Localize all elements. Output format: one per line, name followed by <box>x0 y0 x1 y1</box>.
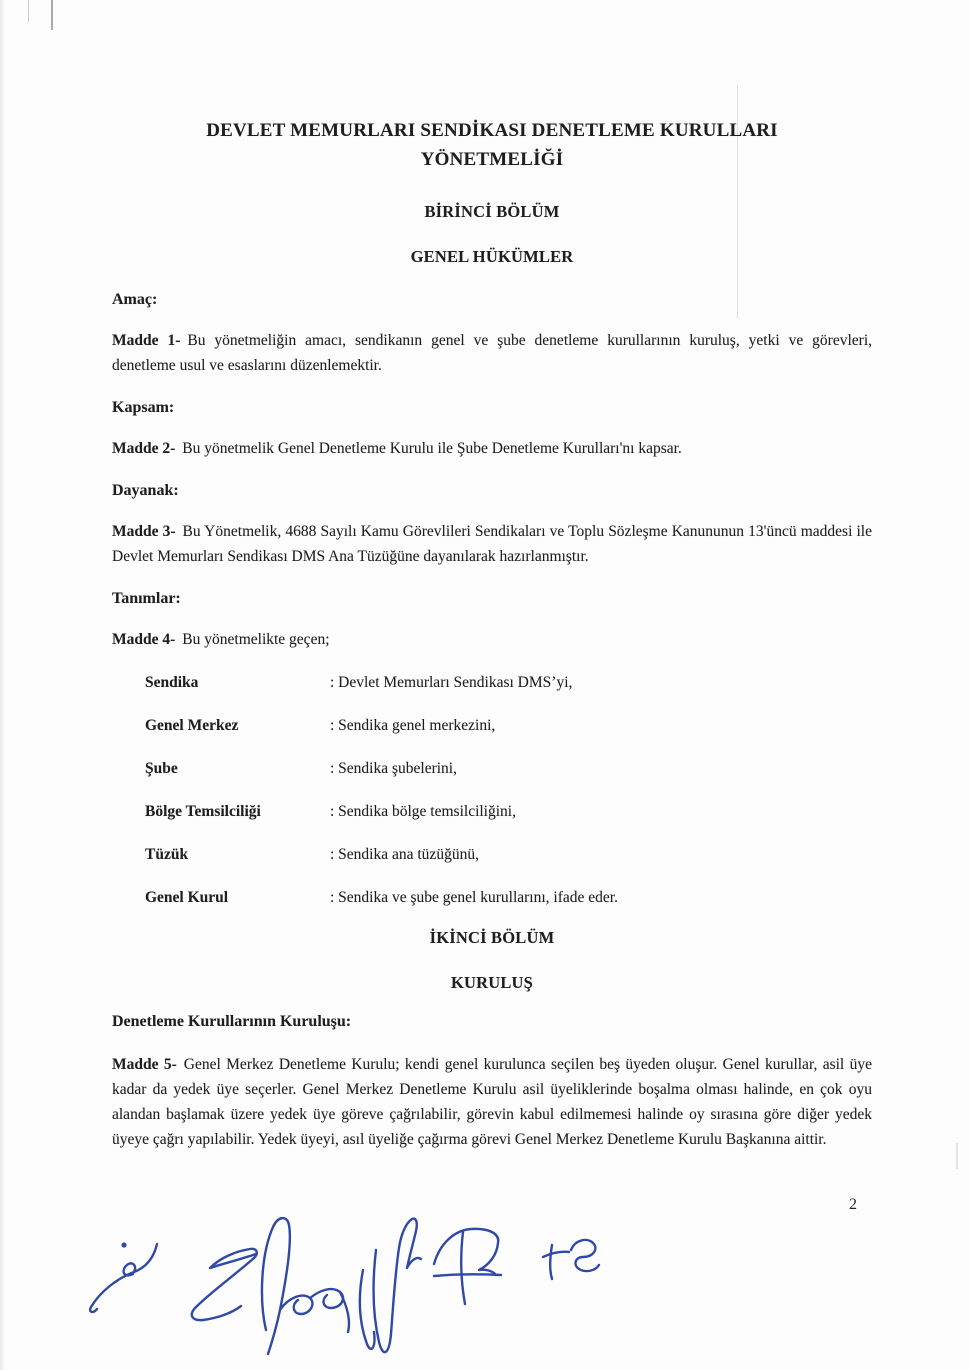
signature-stroke <box>310 1289 343 1308</box>
heading-dayanak: Dayanak: <box>112 482 179 499</box>
definition-term: Şube <box>145 760 178 777</box>
definition-row <box>112 670 872 695</box>
signature-6 <box>543 1240 599 1279</box>
document-title-line2: YÖNETMELİĞİ <box>420 149 564 170</box>
signature-4 <box>360 1219 421 1353</box>
signature-5 <box>434 1229 501 1304</box>
signature-stroke <box>210 1249 257 1268</box>
madde-5-text: Genel Merkez Denetleme Kurulu; kendi genel kurulunca seçilen beş üyeden oluşur. Genel kurullar, asil üye kadar da yedek üye seçerler. Genel Merkez Denetleme Kurulu asil üyeliklerinde boşalma olması halinde, en çok oyu alandan başlamak üzere yedek üye göreve çağrılabilir, görevin kabul edilmemesi halinde oy sırasına göre diğer yedek üyeye çağrı yapılabilir. Yedek üyeyi, asıl üyeliğe çağırma görevi Genel Merkez Denetleme Kurulu Başkanına aittir. <box>112 1056 872 1148</box>
signature-3 <box>262 1218 349 1354</box>
madde-3-paragraph <box>112 519 872 569</box>
signature-stroke <box>90 1272 134 1312</box>
madde-4-text: Bu yönetmelikte geçen; <box>182 631 330 648</box>
signature-stroke <box>360 1270 375 1349</box>
scan-artifact-tick-2 <box>51 0 53 30</box>
madde-2-label: Madde 2- <box>112 440 176 457</box>
heading-tanimlar: Tanımlar: <box>112 590 181 607</box>
madde-1-label: Madde 1- <box>112 332 181 349</box>
signature-1 <box>90 1242 157 1311</box>
definition-term: Genel Kurul <box>145 889 229 906</box>
signature-2 <box>192 1249 257 1320</box>
chapter-1-subheading: GENEL HÜKÜMLER <box>410 247 574 266</box>
signature-stroke <box>434 1274 501 1276</box>
definition-row <box>112 756 872 781</box>
signature-stroke <box>434 1229 498 1275</box>
signature-stroke <box>543 1252 569 1257</box>
signature-strip <box>60 1212 640 1368</box>
definition-value: : Devlet Memurları Sendikası DMS’yi, <box>330 674 573 691</box>
signature-stroke <box>262 1218 290 1354</box>
definition-value: : Sendika ana tüzüğünü, <box>330 846 479 863</box>
definition-row <box>112 713 872 738</box>
scan-artifact-tick-1 <box>28 0 29 22</box>
madde-4-paragraph <box>112 627 872 652</box>
definition-row <box>112 885 872 910</box>
signature-stroke <box>374 1248 399 1352</box>
madde-4-label: Madde 4- <box>112 631 176 648</box>
heading-kapsam: Kapsam: <box>112 399 175 416</box>
chapter-2-heading: İKİNCİ BÖLÜM <box>429 928 555 947</box>
madde-1-text: Bu yönetmeliğin amacı, sendikanın genel ve şube denetleme kurullarının kuruluş, yetki ve görevleri, denetleme usul ve esaslarını düzenlemektir. <box>112 332 872 374</box>
definition-value: : Sendika genel merkezini, <box>330 717 496 734</box>
signature-stroke <box>124 1244 157 1275</box>
definition-value: : Sendika ve şube genel kurullarını, ifade eder. <box>330 889 618 906</box>
definition-term: Tüzük <box>145 846 189 863</box>
madde-3-label: Madde 3- <box>112 523 176 540</box>
definition-value: : Sendika şubelerini, <box>330 760 457 777</box>
chapter-1-heading: BİRİNCİ BÖLÜM <box>424 202 560 221</box>
signature-stroke <box>192 1258 254 1320</box>
madde-3-text: Bu Yönetmelik, 4688 Sayılı Kamu Görevlileri Sendikaları ve Toplu Sözleşme Kanununun 13'üncü maddesi ile Devlet Memurları Sendikası DMS Ana Tüzüğüne dayanılarak hazırlanmıştır. <box>112 523 872 565</box>
scan-edge-left <box>0 0 5 1370</box>
document-body <box>112 116 872 1152</box>
madde-1-paragraph <box>112 328 872 378</box>
definition-value: : Sendika bölge temsilciliğini, <box>330 803 516 820</box>
madde-2-paragraph <box>112 436 872 461</box>
scan-artifact-right <box>956 1143 958 1169</box>
signature-stroke <box>399 1219 421 1268</box>
madde-5-paragraph <box>112 1052 872 1152</box>
chapter-2-subheading: KURULUŞ <box>450 973 534 992</box>
definition-row <box>112 799 872 824</box>
document-title <box>112 116 872 174</box>
definition-term: Genel Merkez <box>145 717 239 734</box>
definition-row <box>112 842 872 867</box>
document-title-line1: DEVLET MEMURLARI SENDİKASI DENETLEME KURULLARI <box>206 120 778 141</box>
signature-ink-dot <box>121 1242 126 1247</box>
definition-term: Bölge Temsilciliği <box>145 803 261 820</box>
definition-term: Sendika <box>145 674 199 691</box>
madde-2-text: Bu yönetmelik Genel Denetleme Kurulu ile Şube Denetleme Kurulları'nı kapsar. <box>182 440 682 457</box>
madde-5-label: Madde 5- <box>112 1056 177 1073</box>
heading-amac: Amaç: <box>112 291 158 308</box>
signature-stroke <box>340 1292 349 1332</box>
heading-kurulus: Denetleme Kurullarının Kuruluşu: <box>112 1013 352 1030</box>
signature-stroke <box>461 1232 465 1304</box>
signature-stroke <box>280 1296 312 1314</box>
page-number: 2 <box>849 1196 857 1213</box>
signature-stroke <box>571 1240 599 1271</box>
signature-stroke <box>550 1245 552 1279</box>
